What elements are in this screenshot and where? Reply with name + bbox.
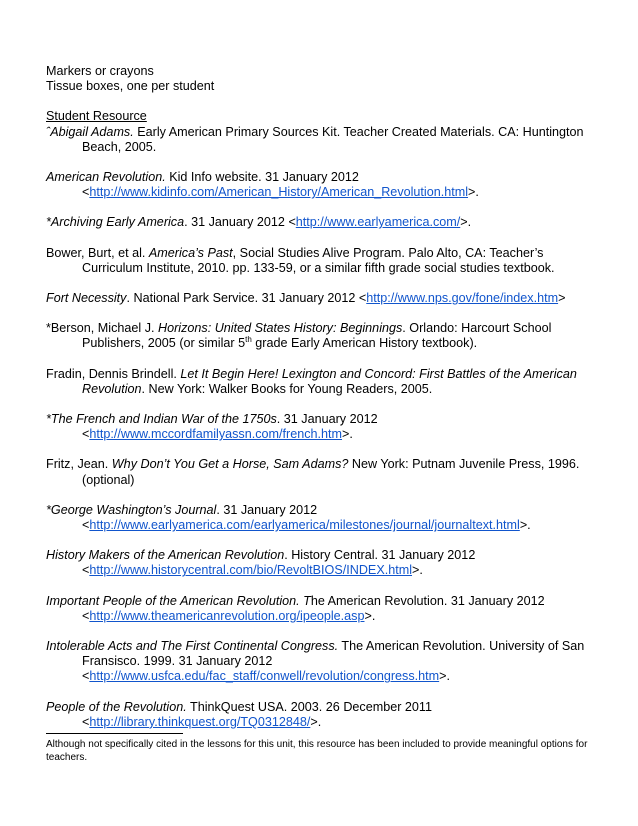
- citation-entry: [46, 639, 594, 685]
- citation-link[interactable]: http://www.mccordfamilyassn.com/french.htm: [89, 427, 343, 442]
- citation-entry: [46, 700, 594, 730]
- link-open-bracket: <: [82, 427, 90, 442]
- section-heading: Student Resource: [46, 109, 147, 124]
- citation-title: Let It Begin Here! Lexington and Concord: First Battles of the American Revolution: [82, 366, 577, 396]
- citation-entry: [46, 246, 594, 276]
- footnote-text: Although not specifically cited in the lessons for this unit, this resource has been included to provide meaningful options for teachers.: [46, 739, 588, 763]
- citation-title: Important People of the American Revolution. T: [46, 593, 311, 608]
- citation-author: Fritz, Jean.: [46, 457, 112, 472]
- citation-title: Horizons: United States History: Beginnings: [158, 321, 403, 336]
- citation-author: Fradin, Dennis Brindell.: [46, 366, 181, 381]
- citation-entry: [46, 412, 594, 442]
- citation-title: People of the Revolution.: [46, 699, 187, 714]
- link-close-bracket: >.: [310, 714, 322, 729]
- citation-details: Kid Info website. 31 January 2012: [165, 170, 359, 185]
- citation-details: . 31 January 2012: [276, 412, 378, 427]
- citation-link[interactable]: http://www.historycentral.com/bio/RevoltBIOS/INDEX.html: [89, 563, 413, 578]
- link-close-bracket: >.: [412, 563, 423, 578]
- material-item: Tissue boxes, one per student: [46, 79, 215, 94]
- citation-details: grade Early American History textbook).: [251, 336, 478, 351]
- citation-entry: [46, 215, 594, 230]
- citation-details: Early American Primary Sources Kit. Teacher Created Materials. CA: Huntington Beach, 2005.: [82, 124, 584, 154]
- citation-entry: [46, 367, 594, 397]
- citation-details: . Orlando: Harcourt School Publishers, 2005 (or similar 5: [82, 321, 552, 351]
- citation-title: American Revolution.: [46, 170, 166, 185]
- link-close-bracket: >.: [519, 518, 531, 533]
- footnote-separator: [46, 733, 183, 734]
- citation-title: *Archiving Early America: [46, 215, 185, 230]
- citation-details: . National Park Service. 31 January 2012: [126, 291, 359, 306]
- citation-author: *Berson, Michael J.: [46, 321, 158, 336]
- citation-title: America’s Past: [148, 245, 233, 260]
- link-close-bracket: >.: [364, 608, 376, 623]
- citation-details: . 31 January 2012: [216, 502, 318, 517]
- link-close-bracket: >.: [439, 669, 450, 684]
- citation-author: Bower, Burt, et al.: [46, 245, 149, 260]
- citation-details: he American Revolution. 31 January 2012: [310, 593, 545, 608]
- link-close-bracket: >: [558, 291, 566, 306]
- citation-link[interactable]: http://www.theamericanrevolution.org/ipeople.asp: [89, 608, 365, 623]
- citation-entry: [46, 125, 594, 155]
- superscript: th: [245, 335, 252, 345]
- citation-entry: [46, 503, 594, 533]
- footnote: [46, 738, 594, 764]
- citation-link[interactable]: http://www.usfca.edu/fac_staff/conwell/revolution/congress.htm: [89, 669, 440, 684]
- citation-title: *The French and Indian War of the 1750s: [46, 412, 277, 427]
- citation-details: New York: Putnam Juvenile Press, 1996. (optional): [82, 457, 580, 487]
- citation-entry: [46, 594, 594, 624]
- citation-title: Fort Necessity: [46, 291, 127, 306]
- citation-title: Intolerable Acts and The First Continental Congress.: [46, 639, 339, 654]
- link-open-bracket: <: [358, 291, 367, 306]
- link-close-bracket: >.: [342, 427, 353, 442]
- citation-link[interactable]: http://www.earlyamerica.com/earlyamerica/milestones/journal/journaltext.html: [89, 518, 520, 533]
- link-open-bracket: <: [82, 518, 90, 533]
- citation-entry: [46, 170, 594, 200]
- citation-link[interactable]: http://www.nps.gov/fone/index.htm: [366, 291, 559, 306]
- link-open-bracket: <: [82, 714, 90, 729]
- document-page: [46, 64, 594, 730]
- link-open-bracket: <: [82, 185, 90, 200]
- citation-details: ThinkQuest USA. 2003. 26 December 2011: [186, 699, 432, 714]
- link-close-bracket: >.: [468, 185, 479, 200]
- citation-entry: [46, 321, 594, 351]
- link-close-bracket: >.: [460, 215, 472, 230]
- citation-link[interactable]: http://library.thinkquest.org/TQ0312848/: [89, 714, 311, 729]
- citation-entry: [46, 457, 594, 487]
- materials-list: [46, 64, 594, 94]
- citation-details: , Social Studies Alive Program. Palo Alto, CA: Teacher’s Curriculum Institute, 2010. pp. 133-59, or a similar fifth grade social studies textbook.: [82, 245, 555, 275]
- citation-link[interactable]: http://www.kidinfo.com/American_History/American_Revolution.html: [89, 185, 469, 200]
- link-open-bracket: <: [288, 215, 296, 230]
- citation-entry: [46, 291, 594, 306]
- citation-details: . 31 January 2012: [184, 215, 289, 230]
- link-open-bracket: <: [82, 669, 90, 684]
- citation-details: . History Central. 31 January 2012: [284, 548, 476, 563]
- link-open-bracket: <: [82, 563, 90, 578]
- link-open-bracket: <: [82, 608, 90, 623]
- bibliography: [46, 125, 594, 730]
- citation-title: History Makers of the American Revolution: [46, 548, 285, 563]
- citation-link[interactable]: http://www.earlyamerica.com/: [295, 215, 461, 230]
- citation-details: The American Revolution. University of San Fransisco. 1999. 31 January 2012: [82, 639, 585, 669]
- citation-title: ˆAbigail Adams.: [46, 124, 134, 139]
- citation-details: . New York: Walker Books for Young Readers, 2005.: [141, 381, 433, 396]
- material-item: Markers or crayons: [46, 64, 154, 78]
- citation-title: *George Washington’s Journal: [46, 502, 217, 517]
- citation-title: Why Don’t You Get a Horse, Sam Adams?: [111, 457, 349, 472]
- citation-entry: [46, 548, 594, 578]
